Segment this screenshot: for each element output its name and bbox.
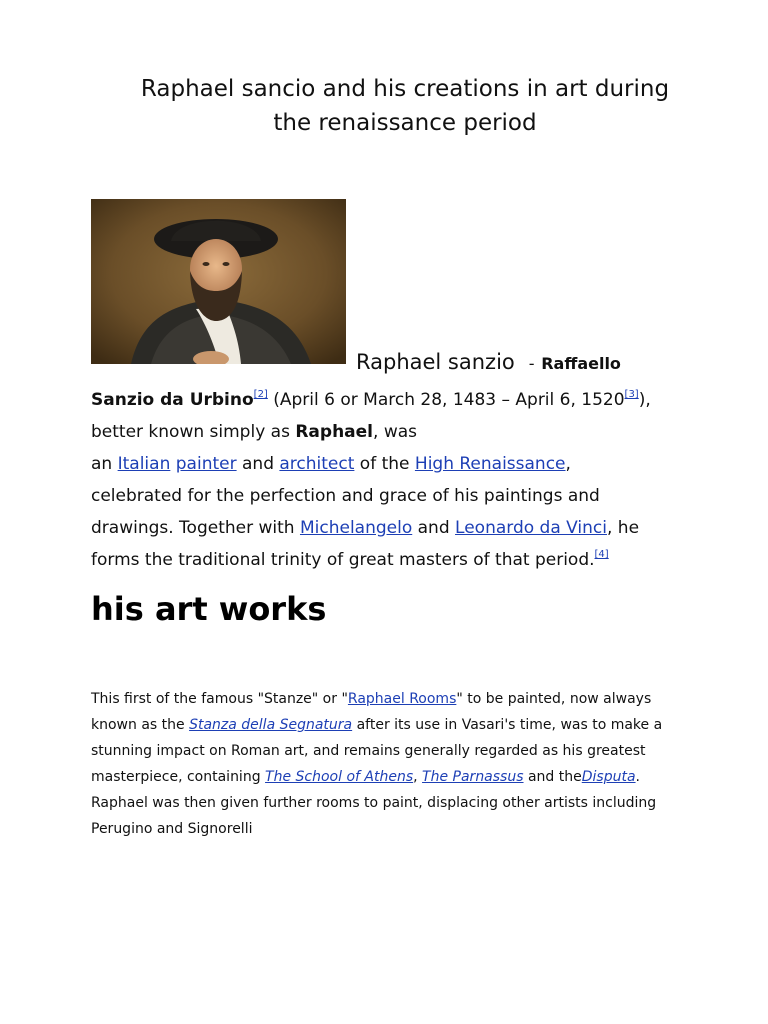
intro-line-2: [91, 416, 731, 448]
disputa-link[interactable]: Disputa: [581, 769, 636, 785]
body-line-1: [91, 686, 731, 712]
portrait-painting-icon: [91, 199, 346, 364]
p1-b: " to be painted, now always: [456, 691, 652, 707]
ref-3-link[interactable]: [3]: [624, 389, 639, 400]
intro-line-4: celebrated for the perfection and grace of his paintings and: [91, 486, 600, 506]
bold-name-a: Raffaello: [541, 354, 621, 373]
p4-comma: ,: [413, 769, 423, 785]
body-line-5: Raphael was then given further rooms to paint, displacing other artists including: [91, 795, 657, 811]
of-the-text: of the: [354, 454, 415, 474]
ref-2-link[interactable]: [2]: [253, 389, 268, 400]
body-line-3: stunning impact on Roman art, and remains generally regarded as his greatest: [91, 743, 646, 759]
body-line-6: Perugino and Signorelli: [91, 821, 253, 837]
p4-and: and the: [523, 769, 582, 785]
an-text: an: [91, 454, 118, 474]
body-line-2: [91, 712, 731, 738]
known-as-text: better known simply as: [91, 422, 296, 442]
art-works-paragraph: [91, 686, 731, 842]
intro-lead: [356, 350, 621, 374]
p2-b: after its use in Vasari's time, was to make a: [352, 717, 663, 733]
michelangelo-link[interactable]: Michelangelo: [299, 518, 413, 538]
leonardo-link[interactable]: Leonardo da Vinci: [455, 518, 607, 538]
lead-dash: -: [528, 354, 535, 373]
school-of-athens-link[interactable]: The School of Athens: [265, 769, 414, 785]
he-text: , he: [606, 518, 640, 538]
comma-text: ,: [565, 454, 571, 474]
intro-line-3: [91, 448, 731, 480]
raphael-rooms-link[interactable]: Raphael Rooms: [347, 691, 457, 707]
parnassus-link[interactable]: The Parnassus: [422, 769, 524, 785]
forms-text: forms the traditional trinity of great masters of that period.: [91, 550, 595, 570]
architect-link[interactable]: architect: [279, 454, 355, 474]
lead-name: Raphael sanzio: [356, 350, 515, 374]
p4-a: masterpiece, containing: [91, 769, 266, 785]
and-text-2: and: [412, 518, 456, 538]
p1-a: This first of the famous "Stanze" or ": [91, 691, 348, 707]
body-line-4: [91, 764, 731, 790]
intro-line-6: [91, 544, 731, 576]
p2-a: known as the: [91, 717, 190, 733]
title-line-1: Raphael sancio and his creations in art during: [140, 76, 670, 102]
bold-name-b: Sanzio da Urbino: [91, 390, 254, 410]
dates-text: (April 6 or March 28, 1483 – April 6, 1520: [273, 390, 625, 410]
high-renaissance-link[interactable]: High Renaissance: [414, 454, 566, 474]
document-title: [100, 72, 710, 140]
section-heading: his art works: [91, 590, 327, 628]
drawings-text: drawings. Together with: [91, 518, 300, 538]
italian-link[interactable]: Italian: [117, 454, 171, 474]
intro-line-5: [91, 512, 731, 544]
painter-link[interactable]: painter: [175, 454, 237, 474]
dates-close: ),: [638, 390, 651, 410]
intro-line-1: [91, 384, 731, 416]
raphael-bold: Raphael: [295, 422, 374, 442]
p4-end: .: [635, 769, 640, 785]
and-text-1: and: [236, 454, 280, 474]
title-line-2: the renaissance period: [273, 110, 537, 136]
stanza-link[interactable]: Stanza della Segnatura: [189, 717, 353, 733]
ref-4-link[interactable]: [4]: [594, 549, 609, 560]
was-text: , was: [373, 422, 418, 442]
intro-paragraph: [91, 384, 731, 576]
